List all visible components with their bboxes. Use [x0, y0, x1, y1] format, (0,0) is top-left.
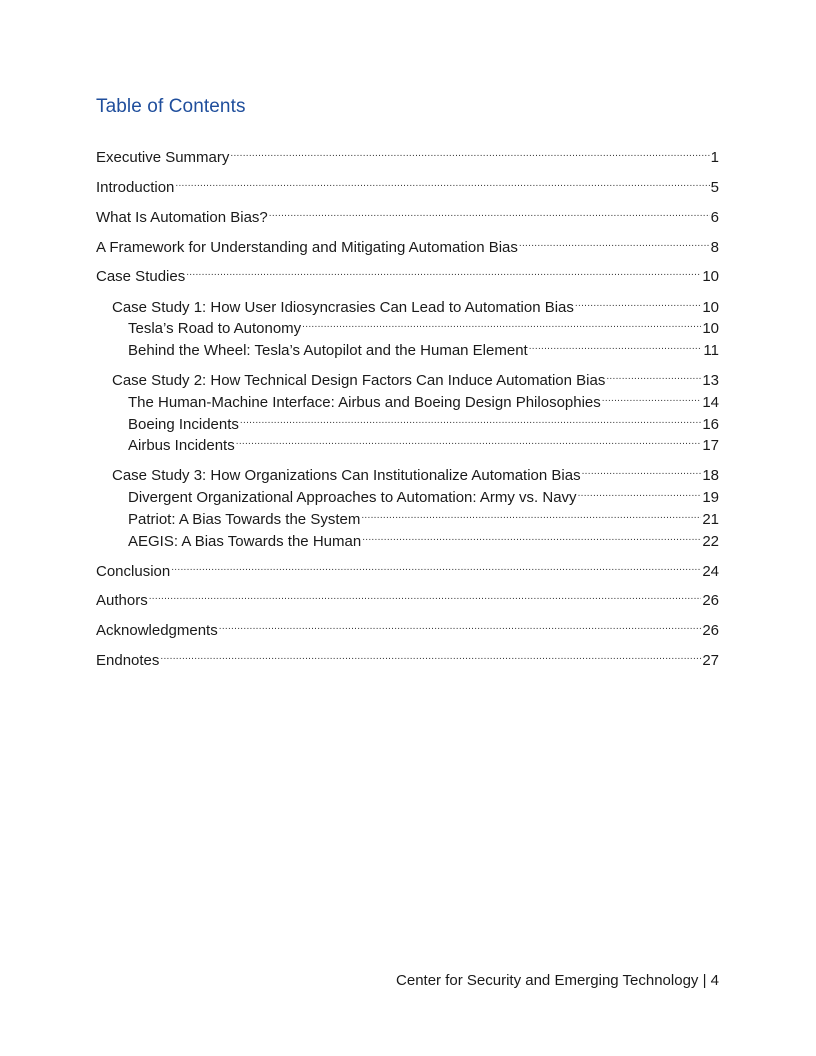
- toc-entry-behind-the-wheel[interactable]: [128, 333, 719, 359]
- toc-entry-title[interactable]: Boeing Incidents: [128, 416, 239, 433]
- toc-page-number: 19: [702, 489, 719, 506]
- toc-entry-title[interactable]: The Human-Machine Interface: Airbus and Boeing Design Philosophies: [128, 394, 601, 411]
- toc-page-number: 21: [702, 511, 719, 528]
- toc-page-number: 10: [702, 268, 719, 285]
- toc-entry-aegis[interactable]: [128, 524, 719, 550]
- dot-leader: [269, 200, 710, 222]
- toc-page-number: 26: [702, 622, 719, 639]
- dot-leader: [236, 428, 702, 450]
- dot-leader: [582, 458, 702, 480]
- toc-entry-case-study-2[interactable]: [112, 363, 719, 389]
- toc-entry-case-study-1[interactable]: [112, 290, 719, 316]
- dot-leader: [160, 643, 701, 665]
- dot-leader: [175, 170, 709, 192]
- toc-entry-title[interactable]: Introduction: [96, 179, 175, 196]
- toc-entry-human-machine-interface[interactable]: [128, 385, 719, 411]
- dot-leader: [171, 554, 701, 576]
- toc-page-number: 16: [702, 416, 719, 433]
- toc-entry-title[interactable]: Executive Summary: [96, 149, 230, 166]
- dot-leader: [362, 524, 701, 546]
- toc-entry-title[interactable]: Case Study 2: How Technical Design Factors Can Induce Automation Bias: [112, 372, 606, 389]
- toc-entry-title[interactable]: Case Study 3: How Organizations Can Institutionalize Automation Bias: [112, 467, 581, 484]
- toc-page-number: 10: [702, 299, 719, 316]
- toc-page-number: 10: [702, 320, 719, 337]
- dot-leader: [575, 290, 701, 312]
- toc-entry-title[interactable]: Behind the Wheel: Tesla’s Autopilot and the Human Element: [128, 342, 528, 359]
- toc-page-number: 6: [710, 209, 719, 226]
- toc-entry-title[interactable]: Tesla’s Road to Autonomy: [128, 320, 302, 337]
- dot-leader: [606, 363, 701, 385]
- dot-leader: [186, 259, 701, 281]
- page-footer: Center for Security and Emerging Technology | 4: [396, 972, 719, 989]
- dot-leader: [578, 480, 702, 502]
- toc-page-number: 26: [702, 592, 719, 609]
- toc-entry-title[interactable]: What Is Automation Bias?: [96, 209, 268, 226]
- toc-page-number: 18: [702, 467, 719, 484]
- toc-page-number: 5: [710, 179, 719, 196]
- dot-leader: [302, 311, 701, 333]
- toc-entry-title[interactable]: Endnotes: [96, 652, 160, 669]
- toc-entry-authors[interactable]: [96, 583, 719, 609]
- toc-entry-conclusion[interactable]: [96, 554, 719, 580]
- page-title: Table of Contents: [96, 96, 246, 117]
- toc-entry-boeing-incidents[interactable]: [128, 407, 719, 433]
- dot-leader: [519, 230, 710, 252]
- toc-entry-endnotes[interactable]: [96, 643, 719, 669]
- toc-page-number: 24: [702, 563, 719, 580]
- toc-page-number: 17: [702, 437, 719, 454]
- toc-entry-teslas-road[interactable]: [128, 311, 719, 337]
- dot-leader: [602, 385, 702, 407]
- toc-entry-introduction[interactable]: [96, 170, 719, 196]
- toc-page-number: 14: [702, 394, 719, 411]
- toc-entry-framework[interactable]: [96, 230, 719, 256]
- toc-entry-title[interactable]: A Framework for Understanding and Mitigating Automation Bias: [96, 239, 518, 256]
- toc-entry-title[interactable]: Divergent Organizational Approaches to Automation: Army vs. Navy: [128, 489, 577, 506]
- toc-entry-acknowledgments[interactable]: [96, 613, 719, 639]
- toc-entry-patriot[interactable]: [128, 502, 719, 528]
- toc-entry-title[interactable]: Case Studies: [96, 268, 186, 285]
- toc-entry-title[interactable]: Authors: [96, 592, 148, 609]
- toc-entry-airbus-incidents[interactable]: [128, 428, 719, 454]
- dot-leader: [230, 140, 709, 162]
- toc-page-number: 27: [702, 652, 719, 669]
- dot-leader: [240, 407, 701, 429]
- toc-entry-title[interactable]: Acknowledgments: [96, 622, 218, 639]
- toc-page-number: 11: [703, 342, 719, 359]
- toc-page-number: 8: [710, 239, 719, 256]
- toc-page-number: 13: [702, 372, 719, 389]
- toc-page-number: 22: [702, 533, 719, 550]
- dot-leader: [529, 333, 703, 355]
- toc-entry-title[interactable]: AEGIS: A Bias Towards the Human: [128, 533, 362, 550]
- toc-entry-executive-summary[interactable]: [96, 140, 719, 166]
- toc-entry-case-study-3[interactable]: [112, 458, 719, 484]
- toc-entry-case-studies[interactable]: [96, 259, 719, 285]
- toc-entry-divergent-approaches[interactable]: [128, 480, 719, 506]
- toc-entry-title[interactable]: Conclusion: [96, 563, 171, 580]
- toc-entry-title[interactable]: Airbus Incidents: [128, 437, 235, 454]
- toc-entry-title[interactable]: Case Study 1: How User Idiosyncrasies Can Lead to Automation Bias: [112, 299, 574, 316]
- toc-entry-title[interactable]: Patriot: A Bias Towards the System: [128, 511, 361, 528]
- dot-leader: [149, 583, 702, 605]
- dot-leader: [361, 502, 701, 524]
- toc-entry-what-is-automation-bias[interactable]: [96, 200, 719, 226]
- toc-page-number: 1: [710, 149, 719, 166]
- dot-leader: [219, 613, 702, 635]
